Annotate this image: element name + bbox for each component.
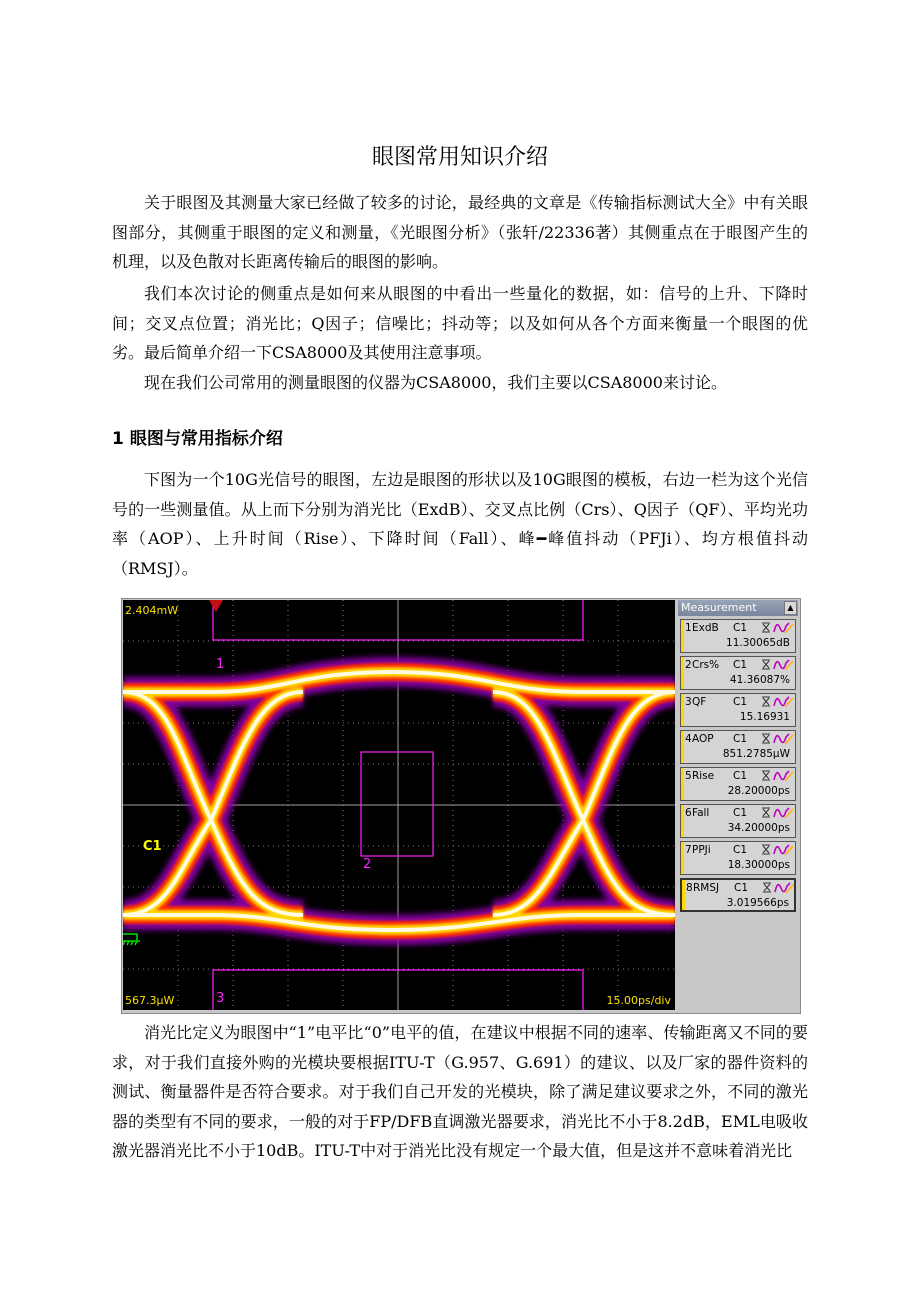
measurement-value: 18.30000ps	[727, 859, 790, 871]
measurement-value: 34.20000ps	[727, 822, 790, 834]
measurement-source: C1	[734, 882, 749, 894]
ground-reference-icon	[123, 934, 140, 945]
measurement-value: 41.36087%	[729, 674, 790, 686]
measurement-source: C1	[733, 696, 748, 708]
eye-diagram-screen	[123, 600, 675, 1010]
paragraph-instrument: 现在我们公司常用的测量眼图的仪器为CSA8000，我们主要以CSA8000来讨论。	[144, 373, 727, 392]
document-title: 眼图常用知识介绍	[371, 145, 548, 170]
measurement-index: 3	[685, 696, 692, 708]
paragraph-focus: 我们本次讨论的侧重点是如何来从眼图的中看出一些量化的数据，如：信号的上升、下降时间；交叉点位置；消光比；Q因子；信噪比；抖动等；以及如何从各个方面来衡量一个眼图的优劣。最后简单介绍一下CSA8000及其使用注意事项。	[112, 284, 808, 362]
measurement-index: 7	[685, 844, 692, 856]
measurement-value: 11.30065dB	[726, 637, 790, 649]
time-scale-readout: 15.00ps/div	[606, 994, 671, 1007]
bottom-level-readout: 567.3µW	[125, 994, 175, 1007]
channel-label: C1	[143, 839, 162, 854]
paragraph-figure-intro: 下图为一个10G光信号的眼图，左边是眼图的形状以及10G眼图的模板，右边一栏为这个光信号的一些测量值。从上而下分别为消光比（ExdB）、交叉点比例（Crs）、Q因子（QF）、平均光功率（AOP）、上升时间（Rise）、下降时间（Fall）、峰━峰值抖动（PFJi）、均方根值抖动（RMSJ）。	[112, 470, 808, 578]
measurement-name: AOP	[692, 733, 714, 745]
measurement-name: ExdB	[692, 622, 719, 634]
measurement-name: QF	[692, 696, 707, 708]
measurement-value: 851.2785µW	[722, 748, 790, 760]
measurement-type-icon	[761, 658, 795, 672]
measurement-color-stripe	[681, 657, 684, 689]
measurement-color-stripe	[681, 805, 684, 837]
measurement-list	[678, 619, 798, 912]
measurement-source: C1	[733, 659, 748, 671]
measurement-source: C1	[733, 733, 748, 745]
measurement-value: 28.20000ps	[727, 785, 790, 797]
section-number: 1	[112, 429, 124, 449]
measurement-type-icon	[761, 732, 795, 746]
measurement-source: C1	[733, 622, 748, 634]
mask-label-1: 1	[216, 657, 225, 672]
measurement-index: 2	[685, 659, 692, 671]
measurement-name: PPJi	[692, 844, 711, 856]
top-level-readout: 2.404mW	[125, 604, 179, 617]
measurement-type-icon	[762, 881, 796, 895]
paragraph-intro: 关于眼图及其测量大家已经做了较多的讨论，最经典的文章是《传输指标测试大全》中有关眼图部分，其侧重于眼图的定义和测量，《光眼图分析》（张轩/22336著）其侧重点在于眼图产生的机理，以及色散对长距离传输后的眼图的影响。	[112, 193, 808, 271]
measurement-color-stripe	[681, 620, 684, 652]
measurement-item[interactable]	[680, 619, 796, 653]
measurement-item[interactable]	[680, 730, 796, 764]
measurement-source: C1	[733, 844, 748, 856]
measurement-name: RMSJ	[693, 882, 720, 894]
section-heading	[112, 424, 283, 449]
scroll-up-icon[interactable]: ▲	[784, 601, 797, 615]
measurement-index: 1	[685, 622, 692, 634]
measurement-item[interactable]	[680, 841, 796, 875]
measurement-item[interactable]	[680, 804, 796, 838]
measurement-color-stripe	[681, 731, 684, 763]
measurement-item[interactable]	[680, 693, 796, 727]
measurement-value: 3.019566ps	[726, 897, 789, 909]
measurement-name: Rise	[692, 770, 715, 782]
oscilloscope-figure	[121, 598, 801, 1014]
mask-center	[361, 752, 433, 856]
eye-traces	[123, 672, 675, 930]
measurement-color-stripe	[681, 768, 684, 800]
measurement-type-icon	[761, 621, 795, 635]
eye-diagram-svg	[123, 600, 675, 1010]
measurement-index: 4	[685, 733, 692, 745]
measurement-type-icon	[761, 769, 795, 783]
measurement-index: 5	[685, 770, 692, 782]
measurement-item[interactable]	[680, 656, 796, 690]
mask-label-3: 3	[216, 991, 225, 1006]
measurement-panel-header	[678, 600, 798, 616]
trigger-marker-icon	[209, 600, 223, 612]
paragraph-extinction-ratio: 消光比定义为眼图中“1”电平比“0”电平的值，在建议中根据不同的速率、传输距离又不同的要求，对于我们直接外购的光模块要根据ITU-T（G.957、G.691）的建议、以及厂家的器件资料的测试、衡量器件是否符合要求。对于我们自己开发的光模块，除了满足建议要求之外，不同的激光器的类型有不同的要求，一般的对于FP/DFB直调激光器要求，消光比不小于8.2dB，EML电吸收激光器消光比不小于10dB。ITU-T中对于消光比没有规定一个最大值，但是这并不意味着消光比	[112, 1023, 808, 1160]
measurement-index: 6	[685, 807, 692, 819]
measurement-panel	[678, 600, 798, 1010]
measurement-type-icon	[761, 843, 795, 857]
section-title: 眼图与常用指标介绍	[129, 429, 283, 449]
measurement-panel-title: Measurement	[681, 601, 757, 614]
mask-label-2: 2	[363, 857, 372, 872]
measurement-item[interactable]	[680, 767, 796, 801]
measurement-type-icon	[761, 806, 795, 820]
measurement-color-stripe	[681, 842, 684, 874]
measurement-type-icon	[761, 695, 795, 709]
measurement-index: 8	[686, 882, 693, 894]
measurement-name: Crs%	[692, 659, 720, 671]
measurement-color-stripe	[681, 694, 684, 726]
measurement-source: C1	[733, 807, 748, 819]
measurement-value: 15.16931	[739, 711, 790, 723]
measurement-item[interactable]	[680, 878, 796, 912]
measurement-color-stripe	[682, 880, 685, 910]
measurement-source: C1	[733, 770, 748, 782]
measurement-name: Fall	[692, 807, 710, 819]
